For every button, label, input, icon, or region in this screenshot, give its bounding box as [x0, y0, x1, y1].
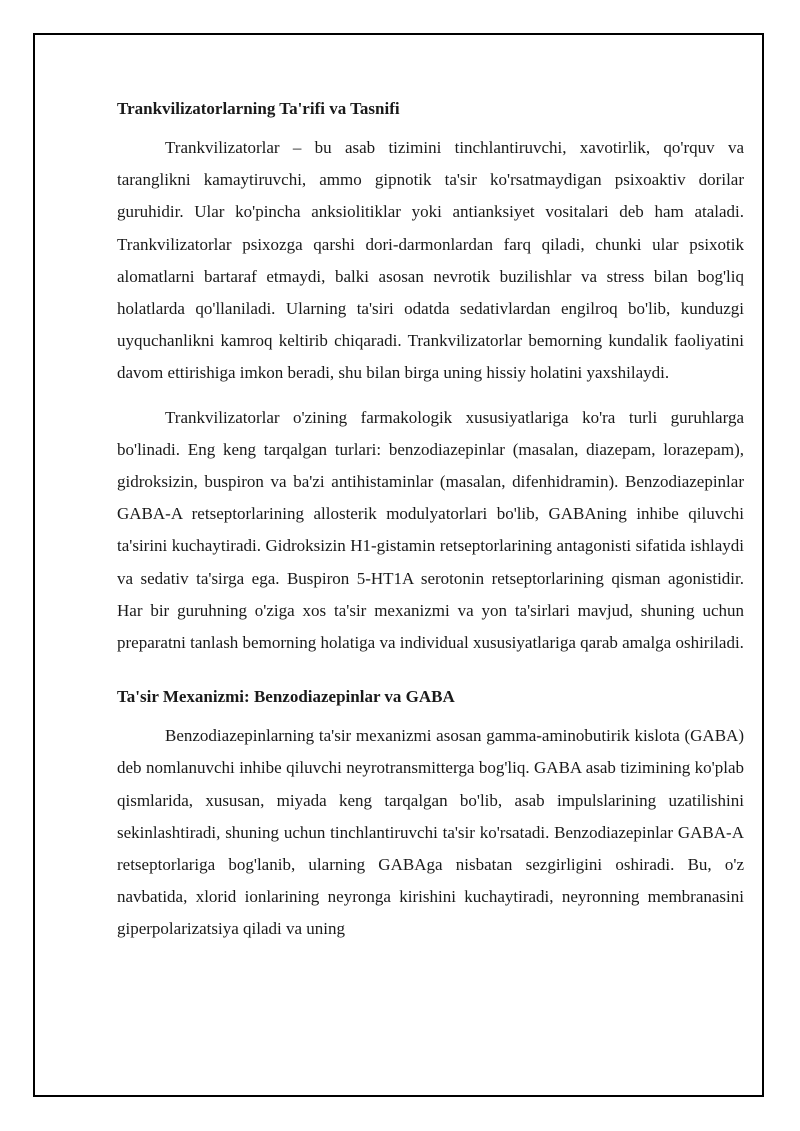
paragraph: Benzodiazepinlarning ta'sir mexanizmi asosan gamma-aminobutirik kislota (GABA) deb nomlanuvchi inhibe qiluvchi neyrotransmitterga bog'liq. GABA asab tizimining ko'plab qismlarida, xususan, miyada keng tarqalgan bo'lib, asab impulslarining uzatilishini sekinlashtiradi, shuning uchun tinchlantiruvchi ta'sir ko'rsatadi. Benzodiazepinlar GABA-A retseptorlariga bog'lanib, ularning GABAga nisbatan sezgirligini oshiradi. Bu, o'z navbatida, xlorid ionlarining neyronga kirishini kuchaytiradi, neyronning membranasini giperpolarizatsiya qiladi va uning	[117, 726, 744, 939]
section-heading-mechanism: Ta'sir Mexanizmi: Benzodiazepinlar va GABA	[117, 687, 455, 707]
page-frame	[33, 33, 764, 1097]
paragraph: Trankvilizatorlar – bu asab tizimini tinchlantiruvchi, xavotirlik, qo'rquv va taranglikni kamaytiruvchi, ammo gipnotik ta'sir ko'rsatmaydigan psixoaktiv dorilar guruhidir. Ular ko'pincha anksiolitiklar yoki antianksiyet vositalari deb ham ataladi. Trankvilizatorlar psixozga qarshi dori-darmonlardan farq qiladi, chunki ular psixotik alomatlarni bartaraf etmaydi, balki asosan nevrotik buzilishlar va stress bilan bog'liq holatlarda qo'llaniladi. Ularning ta'siri odatda sedativlardan engilroq bo'lib, kunduzgi uyquchanlikni kamroq keltirib chiqaradi. Trankvilizatorlar bemorning kundalik faoliyatini davom ettirishiga imkon beradi, shu bilan birga uning hissiy holatini yaxshilaydi.	[117, 138, 744, 383]
document-body	[117, 97, 744, 958]
section-heading-definition: Trankvilizatorlarning Ta'rifi va Tasnifi	[117, 99, 400, 118]
paragraph: Trankvilizatorlar o'zining farmakologik xususiyatlariga ko'ra turli guruhlarga bo'linadi. Eng keng tarqalgan turlari: benzodiazepinlar (masalan, diazepam, lorazepam), gidroksizin, buspiron va ba'zi antihistaminlar (masalan, difenhidramin). Benzodiazepinlar GABA-A retseptorlarining allosterik modulyatorlari bo'lib, GABAning inhibe qiluvchi ta'sirini kuchaytiradi. Gidroksizin H1-gistamin retseptorlarining antagonisti sifatida ishlaydi va sedativ ta'sirga ega. Buspiron 5-HT1A serotonin retseptorlarining qisman agonistidir. Har bir guruhning o'ziga xos ta'sir mexanizmi va yon ta'sirlari mavjud, shuning uchun preparatni tanlash bemorning holatiga va individual xususiyatlariga qarab amalga oshiriladi.	[117, 407, 744, 653]
